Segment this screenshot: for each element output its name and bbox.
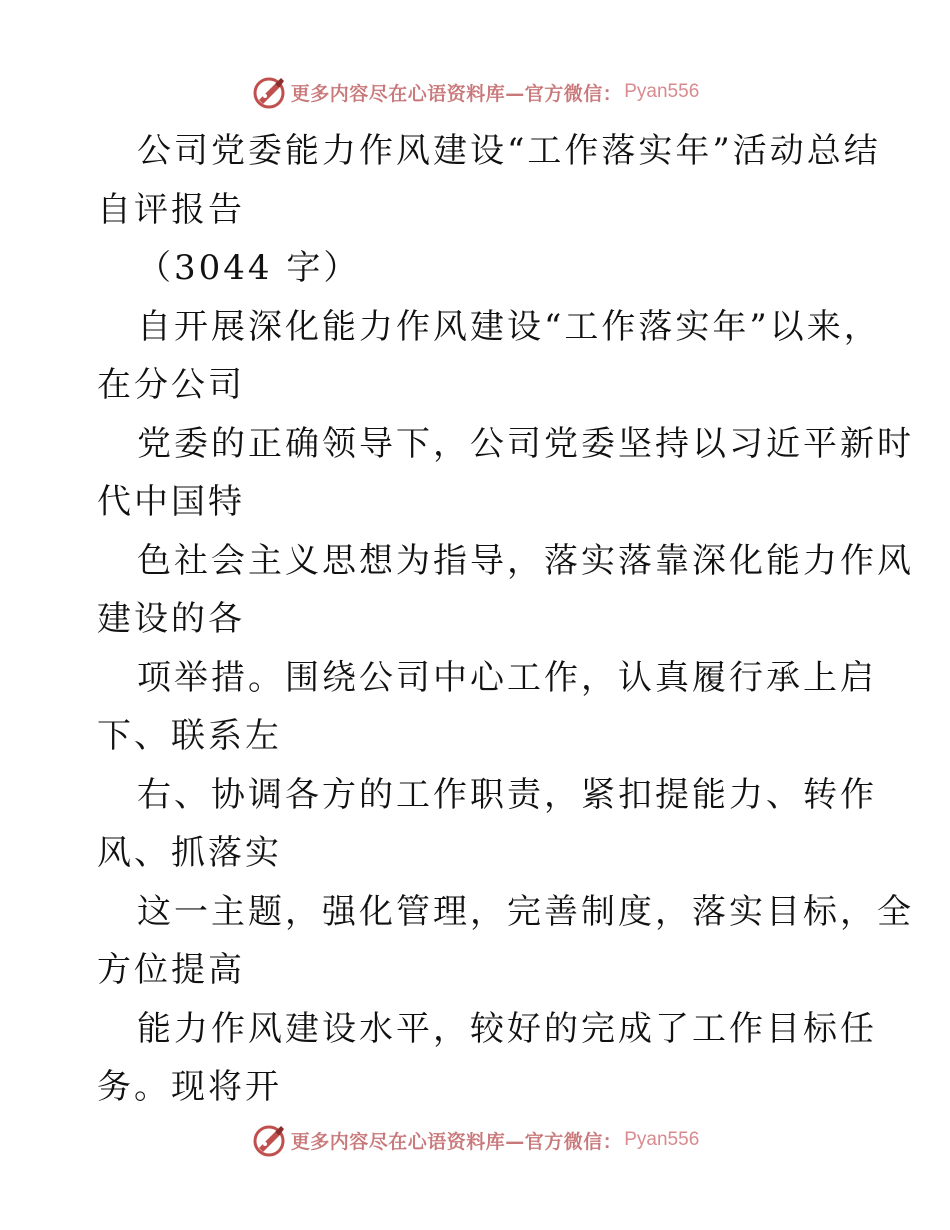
paragraph-line: 风、抓落实 [97,833,282,873]
paragraph-line: 务。现将开 [97,1067,282,1107]
paragraph-line: 右、协调各方的工作职责，紧扣提能力、转作 [137,774,877,815]
paragraph-line: 在分公司 [97,365,245,405]
paragraph-line: 代中国特 [97,482,245,522]
paragraph-line: 党委的正确领导下，公司党委坚持以习近平新时 [137,423,914,464]
paragraph-line: 自开展深化能力作风建设“工作落实年”以来， [137,306,881,347]
pen-seal-icon [251,1122,287,1158]
footer-banner [0,1120,950,1160]
paragraph-line: 色社会主义思想为指导，落实落靠深化能力作风 [137,540,914,581]
document-body [97,122,914,1117]
banner-wechat-id: Pyan556 [624,81,700,102]
pen-seal-icon [251,74,287,110]
banner-wechat-id: Pyan556 [624,1129,700,1150]
title-line-2: 自评报告 [97,189,245,230]
word-count: （3044 字） [137,248,361,288]
paragraph-line: 这一主题，强化管理，完善制度，落实目标，全 [137,891,914,932]
title-line-1: 公司党委能力作风建设“工作落实年”活动总结 [137,131,881,171]
paragraph-line: 方位提高 [97,950,245,990]
paragraph-line: 能力作风建设水平，较好的完成了工作目标任 [137,1008,877,1049]
paragraph-line: 项举措。围绕公司中心工作，认真履行承上启 [137,657,877,698]
banner-text: 更多内容尽在心语资料库—官方微信： [290,1130,623,1153]
paragraph-line: 建设的各 [97,599,245,639]
banner-text: 更多内容尽在心语资料库—官方微信： [290,82,623,105]
paragraph-line: 下、联系左 [97,716,282,756]
header-banner [0,72,950,112]
